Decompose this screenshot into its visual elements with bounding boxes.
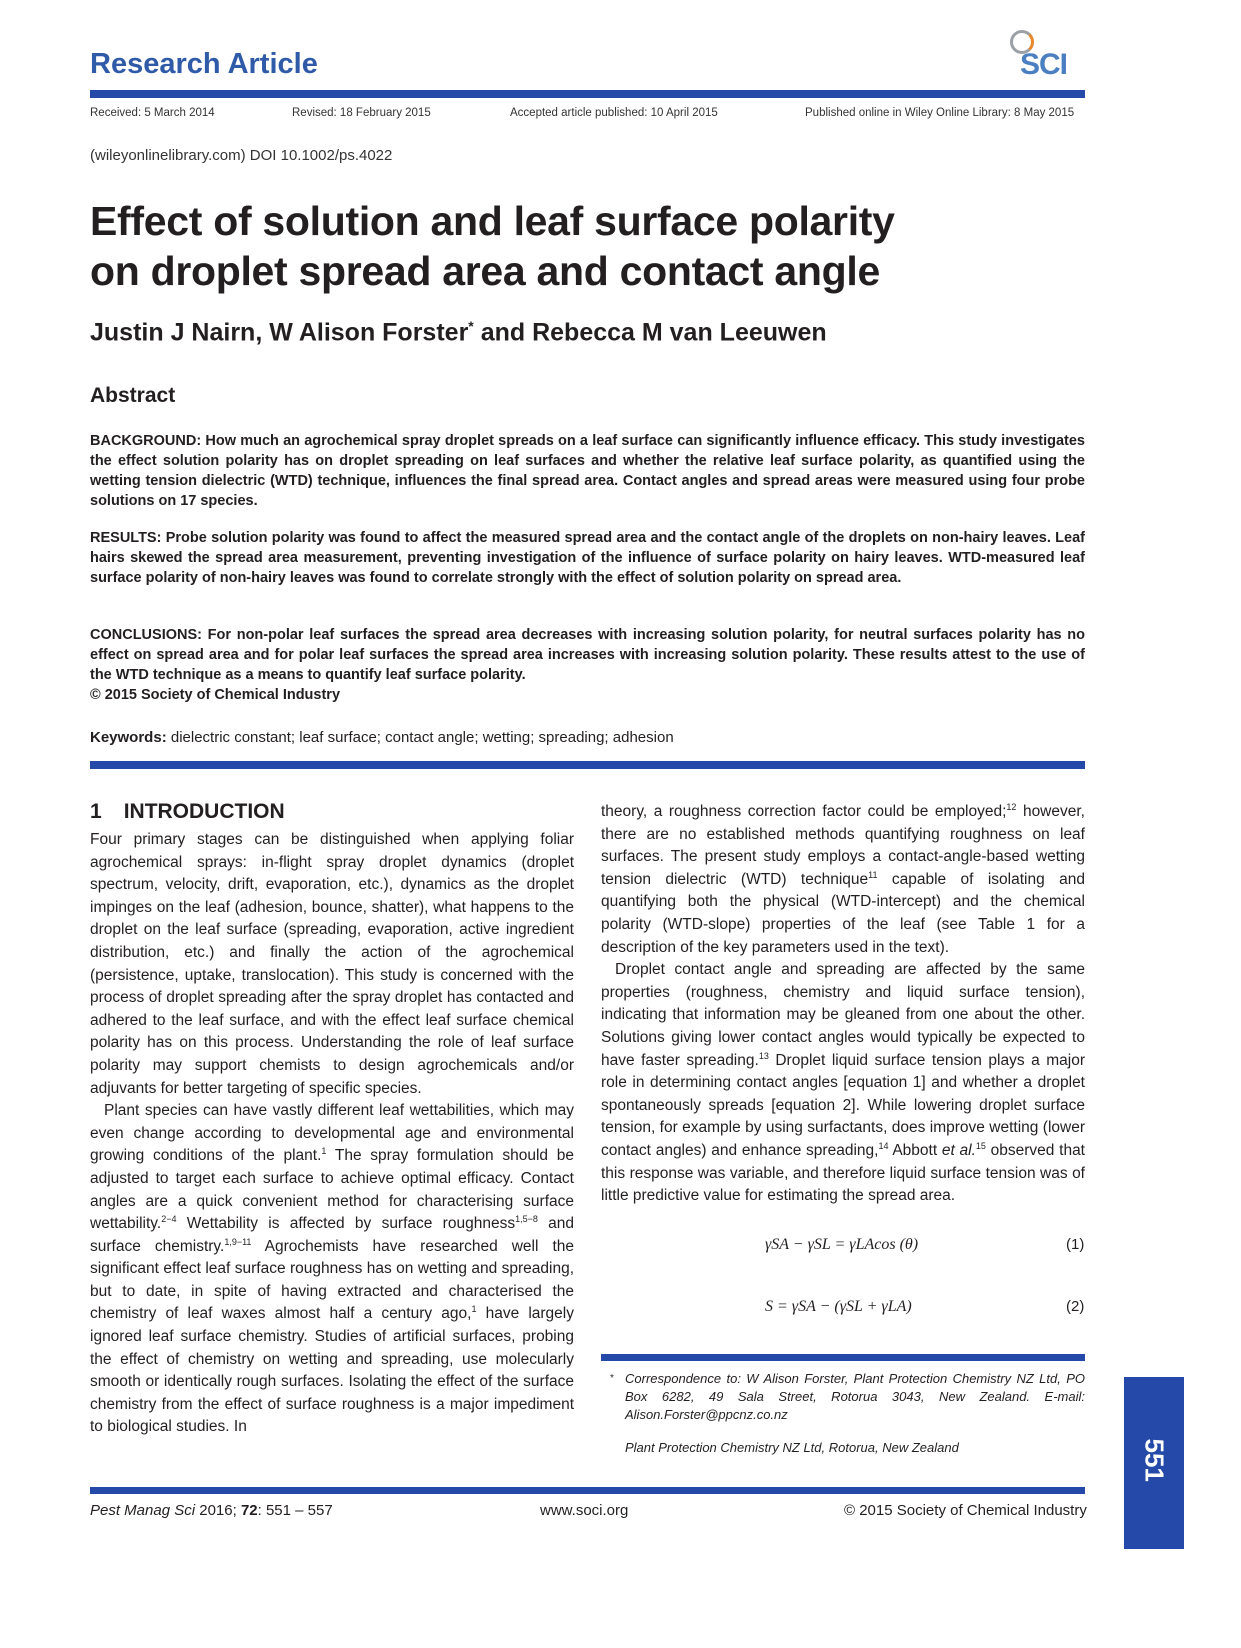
keywords (90, 729, 674, 746)
text-span: Droplet liquid surface tension plays a major role in determining contact angles [equation 1] and whether a droplet spontaneously spreads [equation 2]. While lowering droplet surface tension, for example by using surfactants, does improve wetting (lower contact angles) and enhance spreading, (601, 1051, 1085, 1159)
equation-2: S = γSA − (γSL + γLA) (765, 1298, 912, 1315)
revised-date: Revised: 18 February 2015 (292, 107, 431, 119)
section-title: INTRODUCTION (123, 800, 285, 823)
abstract-conclusions-text: CONCLUSIONS: For non-polar leaf surfaces the spread area decreases with increasing solution polarity, for neutral surfaces polarity has no effect on spread area and for polar leaf surfaces the spread area increases with increasing solution polarity. These results attest to the use of the WTD technique as a means to quantify leaf surface polarity. (90, 627, 1085, 683)
authors-part-1: Justin J Nairn, W Alison Forster (90, 318, 469, 347)
article-type-heading: Research Article (90, 48, 318, 80)
footnote-rule (601, 1354, 1085, 1361)
journal-name: Pest Manag Sci (90, 1502, 196, 1519)
text-span: Abbott (888, 1141, 942, 1159)
header-rule (90, 90, 1085, 98)
text-span: Droplet contact angle and spreading are affected by the same properties (roughness, chemistry and liquid surface tension), indicating that information may be gleaned from one about the other. Solutions giving lower contact angles would typically be expected to have faster spreading. (601, 961, 1085, 1069)
page-number: 551 (1139, 1438, 1170, 1482)
text-span: Agrochemists have researched well the significant effect leaf surface roughness has on wetting and spreading, but to date, in spite of having extracted and characterised the chemistry of leaf waxes almost half a century ago, (90, 1237, 574, 1323)
page-number-tab (1124, 1377, 1184, 1549)
affiliation-note: Plant Protection Chemistry NZ Ltd, Rotorua, New Zealand (625, 1440, 959, 1455)
ref-link[interactable]: 11 (868, 869, 878, 880)
ref-link[interactable]: 1 (321, 1146, 327, 1157)
authors (90, 318, 827, 347)
text-span: however, there are no established methods quantifying roughness on leaf surfaces. The present study employs a contact-angle-based wetting tension dielectric (WTD) technique (601, 803, 1085, 888)
intro-paragraph-1: Four primary stages can be distinguished when applying foliar agrochemical sprays: in-flight spray droplet dynamics (droplet spectrum, velocity, drift, evaporation, etc.), dynamics as the droplet impinges on the leaf (adhesion, bounce, shatter), what happens to the droplet on the leaf surface (spreading, evaporation, active ingredient distribution, etc.) and finally the action of the agrochemical (persistence, uptake, translocation). This study is concerned with the process of droplet spreading after the spray droplet has contacted and adhered to the leaf surface, and with the effect leaf surface chemical polarity has on this process. Understanding the role of leaf surface polarity may support chemists to design agrochemicals and/or adjuvants for better targeting of specific species. (90, 831, 574, 1097)
received-date: Received: 5 March 2014 (90, 107, 215, 119)
title-line-1: Effect of solution and leaf surface polarity (90, 198, 895, 244)
left-column (90, 829, 574, 1439)
ref-link[interactable]: 2−4 (161, 1213, 177, 1224)
sci-logo-text: SCI (1020, 48, 1068, 81)
equation-2-number: (2) (1066, 1298, 1085, 1315)
text-span: capable of isolating and quantifying both the physical (WTD-intercept) and the chemical polarity (WTD-slope) properties of the leaf (see Table 1 for a description of the key parameters used in the text). (601, 870, 1085, 956)
abstract-rule (90, 761, 1085, 769)
ref-link[interactable]: 1,5−8 (515, 1213, 538, 1224)
sci-logo (1010, 30, 1090, 82)
text-span: The spray formulation should be adjusted to target each surface to achieve optimal efficacy. Contact angles are a quick convenient method for characterising surface wettability. (90, 1147, 574, 1233)
footer-rule (90, 1487, 1085, 1494)
abstract-copyright: © 2015 Society of Chemical Industry (90, 687, 341, 703)
footer-website-link[interactable]: www.soci.org (540, 1502, 629, 1519)
section-number: 1 (90, 800, 102, 823)
keywords-list: dielectric constant; leaf surface; contact angle; wetting; spreading; adhesion (166, 729, 674, 746)
footnote-star: * (610, 1373, 614, 1384)
et-al: et al. (941, 1141, 976, 1159)
equation-1-number: (1) (1066, 1236, 1085, 1253)
section-heading (90, 800, 285, 824)
right-column (601, 801, 1085, 1208)
journal-year: 2016; (195, 1502, 241, 1519)
ref-link[interactable]: 1 (471, 1304, 477, 1315)
ref-link[interactable]: 13 (758, 1050, 769, 1061)
authors-part-2: and Rebecca M van Leeuwen (473, 318, 827, 347)
ref-link[interactable]: 12 (1006, 801, 1017, 812)
abstract-conclusions (90, 625, 1085, 705)
journal-pages: : 551 – 557 (257, 1502, 333, 1519)
text-span: observed that this response was variable, and therefore liquid surface tension was of little predictive value for estimating the spread area. (601, 1141, 1085, 1205)
journal-volume: 72 (240, 1502, 258, 1519)
ref-link[interactable]: 15 (975, 1140, 986, 1151)
doi: (wileyonlinelibrary.com) DOI 10.1002/ps.4022 (90, 147, 393, 164)
text-span: Wettability is affected by surface roughness (176, 1215, 516, 1233)
keywords-label: Keywords: (90, 729, 167, 746)
article-title (90, 196, 1090, 296)
equation-1: γSA − γSL = γLAcos (θ) (765, 1236, 919, 1253)
abstract-results: RESULTS: Probe solution polarity was found to affect the measured spread area and the contact angle of the droplets on non-hairy leaves. Leaf hairs skewed the spread area measurement, preventing investigation of the influence of surface polarity on hairy leaves. WTD-measured leaf surface polarity of non-hairy leaves was found to correlate strongly with the effect of solution polarity on spread area. (90, 530, 1085, 586)
abstract-heading: Abstract (90, 384, 176, 407)
correspondence-text: Correspondence to: W Alison Forster, Plant Protection Chemistry NZ Ltd, PO Box 6282, 49 Sala Street, Rotorua 3043, New Zealand. E-mail: Alison.Forster@ppcnz.co.nz (625, 1371, 1085, 1422)
correspondence-note (610, 1370, 1085, 1424)
ref-link[interactable]: 14 (878, 1140, 889, 1151)
ref-link[interactable]: 1,9−11 (224, 1236, 252, 1247)
text-span: have largely ignored leaf surface chemistry. Studies of artificial surfaces, probing the effect of chemistry on wetting and spreading, use molecularly smooth or identically rough surfaces. Isolating the effect of the surface chemistry from the effect of surface roughness is a major impediment to biological studies. In (90, 1305, 574, 1436)
intro-paragraph-3 (601, 801, 1085, 959)
footer-copyright: © 2015 Society of Chemical Industry (844, 1502, 1087, 1519)
text-span: theory, a roughness correction factor could be employed; (601, 803, 1007, 820)
accepted-date: Accepted article published: 10 April 2015 (510, 107, 718, 119)
footer-citation (90, 1502, 333, 1519)
corresponding-mark: * (468, 318, 474, 334)
title-line-2: on droplet spread area and contact angle (90, 248, 880, 294)
intro-paragraph-2 (90, 1100, 574, 1439)
intro-paragraph-4 (601, 959, 1085, 1208)
published-date: Published online in Wiley Online Library: 8 May 2015 (805, 107, 1075, 119)
text-span: Plant species can have vastly different leaf wettabilities, which may even change according to developmental age and environmental growing conditions of the plant. (90, 1102, 574, 1165)
abstract-background: BACKGROUND: How much an agrochemical spray droplet spreads on a leaf surface can significantly influence efficacy. This study investigates the effect solution polarity has on droplet spreading on leaf surfaces and whether the relative leaf surface polarity, as quantified using the wetting tension dielectric (WTD) technique, influences the final spread area. Contact angles and spread areas were measured using four probe solutions on 17 species. (90, 433, 1085, 509)
text-span: and surface chemistry. (90, 1215, 575, 1255)
